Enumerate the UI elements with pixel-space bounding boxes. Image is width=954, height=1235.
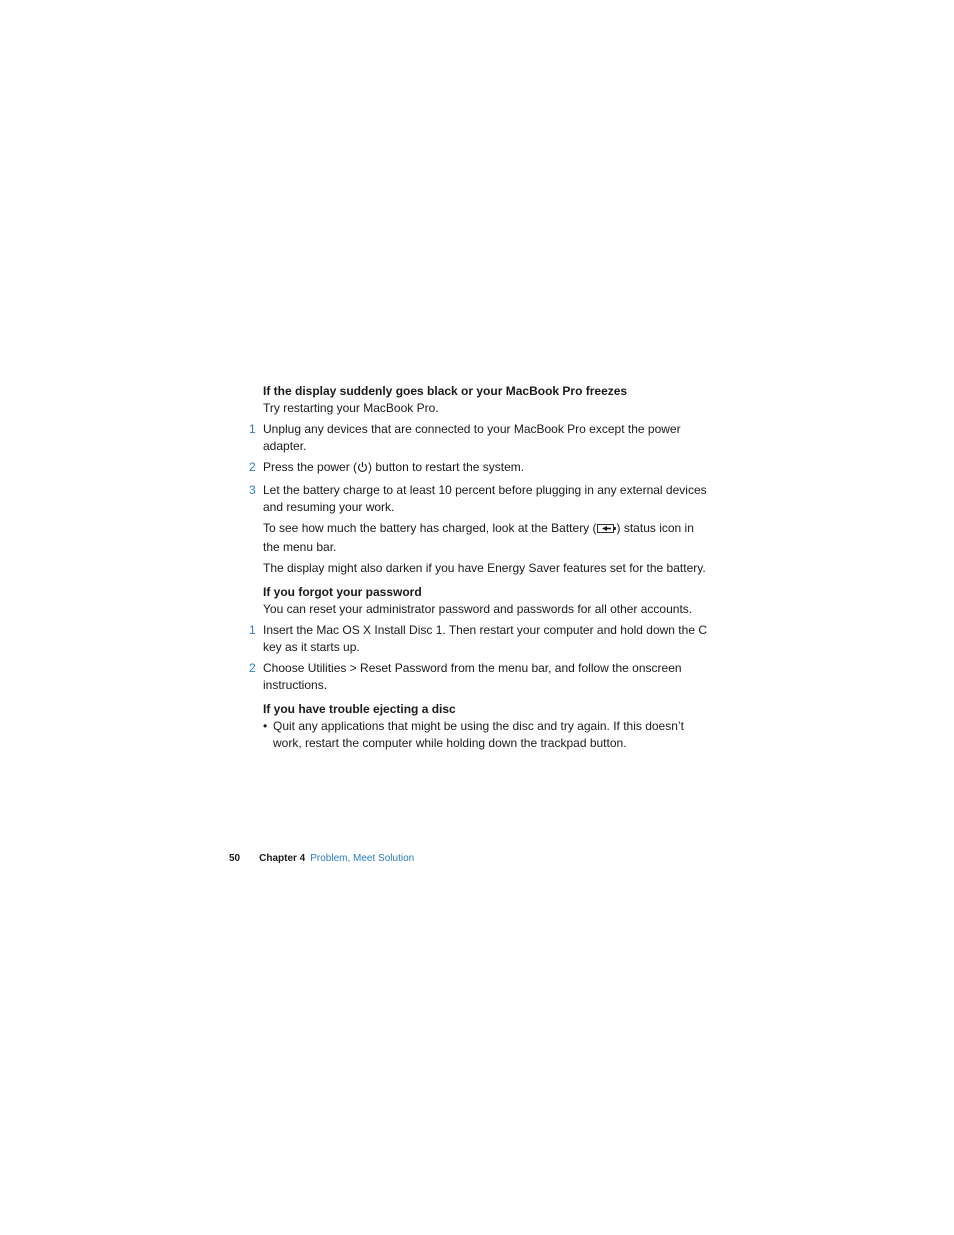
- step-number: 2: [249, 460, 256, 474]
- bullet-item: [263, 718, 708, 752]
- bullet-mark: •: [263, 719, 268, 733]
- section-display-freezes: [249, 383, 708, 577]
- battery-icon: [597, 522, 617, 539]
- main-content: [249, 383, 708, 752]
- section-heading: If the display suddenly goes black or your MacBook Pro freezes: [263, 384, 628, 398]
- step-item: [249, 622, 708, 656]
- step-text: Insert the Mac OS X Install Disc 1. Then restart your computer and hold down the C key as it starts up.: [263, 623, 707, 654]
- chapter-title: Problem, Meet Solution: [310, 853, 415, 864]
- note-text-before: To see how much the battery has charged, look at the Battery (: [263, 521, 597, 535]
- step-item: [249, 421, 708, 455]
- section-heading: If you forgot your password: [263, 585, 422, 599]
- step-item: [249, 660, 708, 694]
- step-text-after: ) button to restart the system.: [368, 460, 525, 474]
- step-number: 2: [249, 661, 256, 675]
- bullet-text: Quit any applications that might be using the disc and try again. If this doesn’t work, restart the computer while holding down the trackpad button.: [273, 719, 684, 750]
- step-item: [249, 459, 708, 478]
- step-text: Unplug any devices that are connected to your MacBook Pro except the power adapter.: [263, 422, 681, 453]
- section-heading: If you have trouble ejecting a disc: [263, 702, 456, 716]
- step-text: Choose Utilities > Reset Password from the menu bar, and follow the onscreen instructions.: [263, 661, 682, 692]
- step-number: 1: [249, 422, 256, 436]
- step-text-before: Press the power (: [263, 460, 358, 474]
- page-footer: [229, 852, 414, 866]
- section-eject-disc: [263, 701, 708, 752]
- step-number: 3: [249, 483, 256, 497]
- step-text: Let the battery charge to at least 10 percent before plugging in any external devices and resuming your work.: [263, 483, 707, 514]
- step-item: [249, 482, 708, 516]
- note-paragraph: The display might also darken if you have Energy Saver features set for the battery.: [263, 561, 706, 575]
- power-icon: [357, 461, 368, 478]
- section-intro: Try restarting your MacBook Pro.: [263, 401, 439, 415]
- section-intro: You can reset your administrator password and passwords for all other accounts.: [263, 602, 693, 616]
- note-text-after: ) status icon in the menu bar.: [263, 521, 694, 554]
- note-paragraph: [263, 520, 708, 556]
- section-forgot-password: [249, 584, 708, 694]
- step-number: 1: [249, 623, 256, 637]
- chapter-label: Chapter 4: [259, 853, 306, 864]
- page-number: 50: [229, 853, 241, 864]
